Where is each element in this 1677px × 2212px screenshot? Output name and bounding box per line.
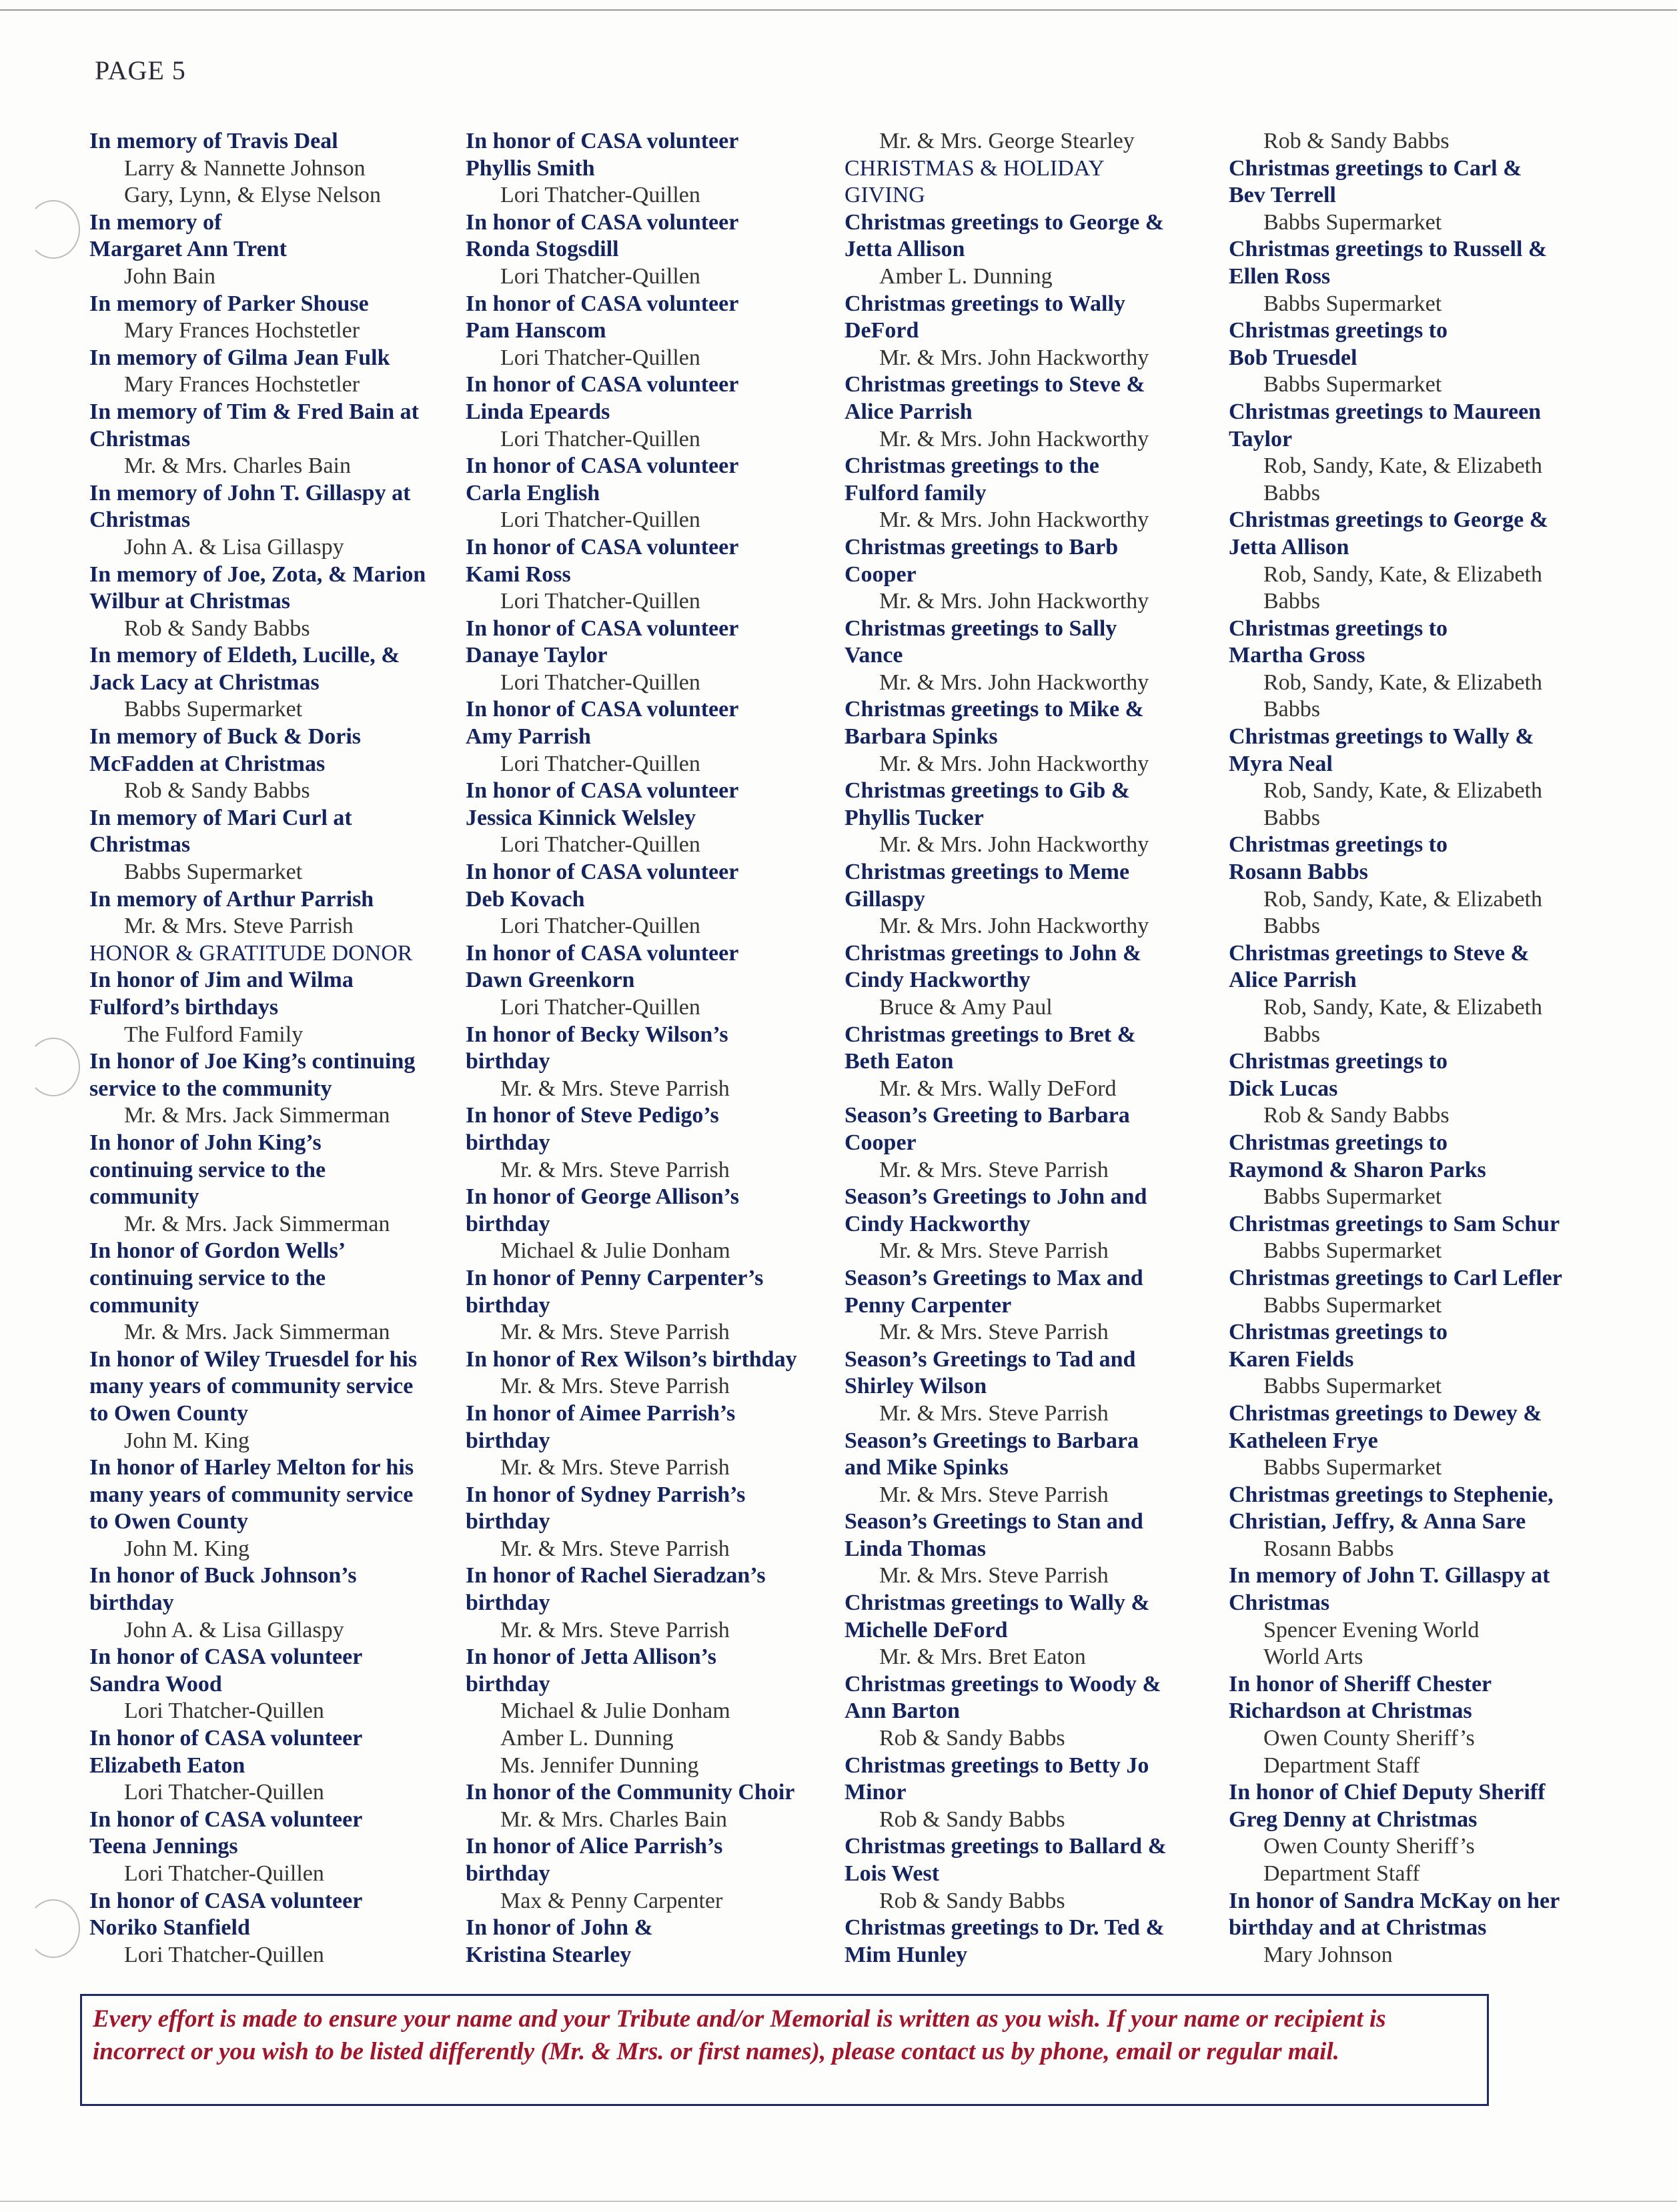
tribute-heading-line: In honor of CASA volunteer [466, 129, 739, 153]
tribute-heading-line: Christmas greetings to Wally [845, 291, 1125, 316]
tribute-heading-line: In honor of CASA volunteer [466, 209, 739, 235]
tribute-heading-line: In honor of Sydney Parrish’s [466, 1482, 746, 1507]
tribute-heading-line: Penny Carpenter [845, 1292, 1012, 1318]
donor-line: Lori Thatcher-Quillen [500, 832, 700, 858]
tribute-heading-line: Christmas [89, 426, 191, 451]
donor-line: Department Staff [1263, 1753, 1420, 1778]
tribute-heading-line: In honor of CASA volunteer [466, 778, 739, 804]
tribute-heading-line: In honor of CASA volunteer [466, 616, 739, 641]
donor-line: Babbs [1263, 589, 1320, 614]
tribute-heading-line: Martha Gross [1229, 643, 1365, 668]
donor-line: Babbs [1263, 914, 1320, 939]
donor-line: Mr. & Mrs. John Hackworthy [879, 426, 1149, 451]
tribute-heading-line: Christmas greetings to [1229, 832, 1448, 858]
tribute-heading-line: Phyllis Smith [466, 155, 595, 181]
notice-text: Every effort is made to ensure your name and your Tribute and/or Memorial is written as you wish. If your name or recipient is incorrect or you wish to be listed differently (Mr. & Mrs. or first names), please contact us by phone, email or regular mail. [93, 2005, 1386, 2065]
tribute-heading-line: In honor of Joe King’s continuing [89, 1049, 416, 1074]
tribute-heading-line: In honor of Steve Pedigo’s [466, 1103, 719, 1128]
donor-line: Mr. & Mrs. Jack Simmerman [124, 1103, 390, 1128]
tribute-heading-line: In honor of Rachel Sieradzan’s [466, 1563, 766, 1588]
donor-line: Rob & Sandy Babbs [1263, 129, 1450, 153]
tribute-heading-line: Kami Ross [466, 562, 571, 587]
donor-line: Mr. & Mrs. Steve Parrish [879, 1320, 1109, 1345]
tribute-heading-line: In memory of Parker Shouse [89, 291, 369, 316]
tribute-heading-line: Raymond & Sharon Parks [1229, 1157, 1486, 1182]
donor-line: Lori Thatcher-Quillen [500, 914, 700, 939]
binder-hole-mark [27, 1899, 80, 1958]
tribute-heading-line: Jetta Allison [1229, 534, 1349, 560]
tribute-heading-line: Season’s Greeting to Barbara [845, 1103, 1130, 1128]
tribute-heading-line: In honor of CASA volunteer [466, 940, 739, 966]
tribute-heading-line: In honor of Buck Johnson’s [89, 1563, 357, 1588]
tribute-heading-line: continuing service to the [89, 1265, 326, 1290]
tribute-heading-line: In honor of Gordon Wells’ [89, 1238, 346, 1264]
tribute-heading-line: Elizabeth Eaton [89, 1753, 245, 1778]
tribute-heading-line: Jetta Allison [845, 237, 965, 262]
tribute-heading-line: Gillaspy [845, 886, 925, 912]
donor-line: Mr. & Mrs. John Hackworthy [879, 751, 1149, 776]
tribute-heading-line: Christmas greetings to George & [1229, 507, 1549, 533]
tribute-heading-line: McFadden at Christmas [89, 751, 326, 776]
tribute-heading-line: Fulford’s birthdays [89, 995, 279, 1020]
donor-line: John M. King [124, 1536, 249, 1561]
donor-line: Rob, Sandy, Kate, & Elizabeth [1263, 995, 1542, 1020]
tribute-heading-line: Phyllis Tucker [845, 805, 984, 830]
donor-line: World Arts [1263, 1644, 1363, 1670]
donor-line: Mr. & Mrs. Steve Parrish [500, 1374, 730, 1399]
tribute-heading-line: Linda Epeards [466, 399, 610, 424]
column-4 [1229, 128, 1602, 1969]
tribute-heading-line: Christmas greetings to Stephenie, [1229, 1482, 1554, 1507]
tribute-heading-line: Vance [845, 643, 903, 668]
donor-line: Amber L. Dunning [500, 1726, 674, 1751]
column-3 [845, 128, 1218, 1969]
donor-line: Babbs [1263, 697, 1320, 722]
tribute-heading-line: Jack Lacy at Christmas [89, 670, 320, 695]
tribute-heading-line: In honor of Chief Deputy Sheriff [1229, 1780, 1546, 1805]
tribute-heading-line: community [89, 1292, 199, 1318]
donor-line: Lori Thatcher-Quillen [500, 183, 700, 208]
donor-line: Mary Frances Hochstetler [124, 372, 360, 397]
donor-line: Larry & Nannette Johnson [124, 155, 366, 181]
donor-line: Rob & Sandy Babbs [124, 616, 310, 641]
tribute-heading-line: Wilbur at Christmas [89, 589, 291, 614]
tribute-heading-line: Christmas greetings to Barb [845, 534, 1119, 560]
tribute-heading-line: In honor of CASA volunteer [466, 453, 739, 479]
donor-line: Babbs Supermarket [1263, 1292, 1442, 1318]
donor-line: Lori Thatcher-Quillen [500, 507, 700, 533]
tribute-heading-line: In honor of John King’s [89, 1130, 322, 1155]
tribute-heading-line: Cindy Hackworthy [845, 968, 1031, 993]
tribute-heading-line: Season’s Greetings to Max and [845, 1265, 1143, 1290]
tribute-heading-line: birthday [466, 1049, 550, 1074]
tribute-heading-line: In memory of Buck & Doris [89, 724, 362, 750]
donor-line: Rosann Babbs [1263, 1536, 1394, 1561]
donor-line: Department Staff [1263, 1861, 1420, 1886]
binder-hole-mark [27, 1038, 80, 1096]
donor-line: Rob & Sandy Babbs [124, 778, 310, 804]
tribute-heading-line: Christmas greetings to George & [845, 209, 1165, 235]
donor-line: Mr. & Mrs. John Hackworthy [879, 345, 1149, 370]
tribute-heading-line: Deb Kovach [466, 886, 585, 912]
tribute-heading-line: Christmas greetings to Dr. Ted & [845, 1915, 1165, 1941]
tribute-heading-line: Katheleen Frye [1229, 1428, 1378, 1453]
tribute-heading-line: In memory of Eldeth, Lucille, & [89, 643, 400, 668]
tribute-heading-line: community [89, 1184, 199, 1210]
donor-line: Lori Thatcher-Quillen [500, 995, 700, 1020]
donor-line: Rob, Sandy, Kate, & Elizabeth [1263, 886, 1542, 912]
tribute-heading-line: Myra Neal [1229, 751, 1333, 776]
donor-line: Babbs [1263, 805, 1320, 830]
donor-line: Mr. & Mrs. Charles Bain [124, 453, 351, 479]
tribute-heading-line: Christmas greetings to Gib & [845, 778, 1131, 804]
column-1 [89, 128, 463, 1969]
tribute-heading-line: Christmas greetings to [1229, 318, 1448, 343]
tribute-heading-line: Christmas greetings to Wally & [845, 1590, 1150, 1616]
tribute-heading-line: Christmas greetings to Steve & [1229, 940, 1530, 966]
tribute-heading-line: Christmas greetings to Mike & [845, 697, 1144, 722]
donor-line: Rob & Sandy Babbs [879, 1807, 1065, 1832]
donor-line: Rob & Sandy Babbs [1263, 1103, 1450, 1128]
tribute-heading-line: Taylor [1229, 426, 1293, 451]
donor-line: Mr. & Mrs. Jack Simmerman [124, 1320, 390, 1345]
donor-line: Babbs Supermarket [1263, 209, 1442, 235]
donor-line: Mr. & Mrs. John Hackworthy [879, 507, 1149, 533]
tribute-heading-line: birthday [466, 1211, 550, 1236]
tribute-heading-line: Christmas greetings to Ballard & [845, 1834, 1167, 1859]
tribute-heading-line: In honor of CASA volunteer [89, 1807, 363, 1832]
donor-line: Lori Thatcher-Quillen [124, 1942, 324, 1967]
donor-line: Mr. & Mrs. John Hackworthy [879, 589, 1149, 614]
tribute-heading-line: Beth Eaton [845, 1049, 954, 1074]
tribute-heading-line: In honor of CASA volunteer [466, 534, 739, 560]
tribute-heading-line: Danaye Taylor [466, 643, 608, 668]
donor-line: Mr. & Mrs. Steve Parrish [500, 1455, 730, 1480]
tribute-heading-line: to Owen County [89, 1400, 249, 1426]
tribute-heading-line: Christmas greetings to Maureen [1229, 399, 1542, 424]
page-label: PAGE 5 [95, 55, 186, 85]
tribute-heading-line: Season’s Greetings to John and [845, 1184, 1147, 1210]
tribute-heading-line: Christmas greetings to Sally [845, 616, 1117, 641]
tribute-heading-line: Christmas greetings to John & [845, 940, 1142, 966]
tribute-heading-line: Noriko Stanfield [89, 1915, 250, 1941]
notice-box [80, 1994, 1489, 2106]
tribute-heading-line: continuing service to the [89, 1157, 326, 1182]
donor-line: Mr. & Mrs. Steve Parrish [879, 1563, 1109, 1588]
tribute-heading-line: Christmas greetings to Sam Schur [1229, 1211, 1560, 1236]
donor-line: Mr. & Mrs. John Hackworthy [879, 670, 1149, 695]
donor-line: Owen County Sheriff’s [1263, 1834, 1475, 1859]
tribute-heading-line: In honor of George Allison’s [466, 1184, 739, 1210]
donor-line: John Bain [124, 263, 215, 289]
donor-line: Mr. & Mrs. Steve Parrish [879, 1238, 1109, 1264]
tribute-heading-line: Christmas [89, 832, 191, 858]
donor-line: Mr. & Mrs. Steve Parrish [879, 1400, 1109, 1426]
tribute-heading-line: Shirley Wilson [845, 1374, 987, 1399]
tribute-heading-line: Michelle DeFord [845, 1617, 1008, 1642]
donor-line: Lori Thatcher-Quillen [500, 589, 700, 614]
tribute-heading-line: Kristina Stearley [466, 1942, 632, 1967]
top-rule [0, 9, 1677, 11]
tribute-heading-line: In memory of Arthur Parrish [89, 886, 374, 912]
tribute-heading-line: Teena Jennings [89, 1834, 238, 1859]
tribute-heading-line: In honor of Sheriff Chester [1229, 1671, 1492, 1697]
tribute-heading-line: In honor of CASA volunteer [89, 1888, 363, 1913]
tribute-heading-line: In honor of Penny Carpenter’s [466, 1265, 764, 1290]
tribute-heading-line: Ann Barton [845, 1699, 960, 1724]
donor-line: Gary, Lynn, & Elyse Nelson [124, 183, 381, 208]
tribute-heading-line: Christmas greetings to [1229, 1049, 1448, 1074]
tribute-heading-line: many years of community service [89, 1374, 414, 1399]
tribute-heading-line: In honor of Aimee Parrish’s [466, 1400, 736, 1426]
tribute-heading-line: Christmas greetings to [1229, 616, 1448, 641]
tribute-heading-line: In honor of CASA volunteer [89, 1726, 363, 1751]
tribute-heading-line: In honor of the Community Choir [466, 1780, 795, 1805]
donor-line: Lori Thatcher-Quillen [500, 263, 700, 289]
tribute-heading-line: Christmas greetings to Steve & [845, 372, 1145, 397]
donor-line: Mr. & Mrs. John Hackworthy [879, 832, 1149, 858]
donor-line: Babbs Supermarket [124, 860, 303, 885]
donor-line: Rob, Sandy, Kate, & Elizabeth [1263, 670, 1542, 695]
tribute-heading-line: In honor of CASA volunteer [466, 860, 739, 885]
donor-line: Mr. & Mrs. Charles Bain [500, 1807, 727, 1832]
tribute-heading-line: Season’s Greetings to Tad and [845, 1346, 1136, 1372]
donor-line: Rob, Sandy, Kate, & Elizabeth [1263, 453, 1542, 479]
tribute-heading-line: Christmas greetings to Carl & [1229, 155, 1522, 181]
column-2 [466, 128, 839, 1969]
tribute-heading-line: Christmas greetings to [1229, 1130, 1448, 1155]
donor-line: Lori Thatcher-Quillen [124, 1861, 324, 1886]
tribute-heading-line: In honor of Becky Wilson’s [466, 1022, 728, 1047]
tribute-heading-line: In honor of CASA volunteer [466, 372, 739, 397]
tribute-heading-line: Fulford family [845, 480, 987, 505]
tribute-heading-line: Linda Thomas [845, 1536, 986, 1561]
tribute-heading-line: birthday [466, 1671, 550, 1697]
donor-line: Mary Frances Hochstetler [124, 318, 360, 343]
donor-line: Mr. & Mrs. Steve Parrish [879, 1157, 1109, 1182]
tribute-heading-line: birthday [466, 1509, 550, 1534]
tribute-heading-line: Carla English [466, 480, 600, 505]
tribute-heading-line: Season’s Greetings to Stan and [845, 1509, 1143, 1534]
tribute-heading-line: birthday [89, 1590, 174, 1616]
donor-line: Michael & Julie Donham [500, 1699, 730, 1724]
tribute-heading-line: Christmas greetings to Wally & [1229, 724, 1534, 750]
donor-line: Spencer Evening World [1263, 1617, 1480, 1642]
tribute-heading-line: Cooper [845, 562, 917, 587]
donor-line: Mr. & Mrs. Steve Parrish [500, 1157, 730, 1182]
section-heading: GIVING [845, 183, 925, 208]
tribute-heading-line: Christmas greetings to Russell & [1229, 237, 1548, 262]
section-heading: CHRISTMAS & HOLIDAY [845, 155, 1105, 181]
tribute-heading-line: Christmas greetings to [1229, 1320, 1448, 1345]
tribute-heading-line: In memory of John T. Gillaspy at [1229, 1563, 1550, 1588]
tribute-heading-line: Christmas greetings to Carl Lefler [1229, 1265, 1562, 1290]
donor-line: Ms. Jennifer Dunning [500, 1753, 699, 1778]
tribute-heading-line: DeFord [845, 318, 919, 343]
tribute-heading-line: In honor of Jim and Wilma [89, 968, 354, 993]
donor-line: Mr. & Mrs. John Hackworthy [879, 914, 1149, 939]
donor-line: Lori Thatcher-Quillen [124, 1699, 324, 1724]
tribute-heading-line: In memory of Gilma Jean Fulk [89, 345, 390, 370]
tribute-heading-line: Christmas [1229, 1590, 1330, 1616]
tribute-heading-line: birthday [466, 1130, 550, 1155]
tribute-heading-line: birthday [466, 1590, 550, 1616]
donor-line: Michael & Julie Donham [500, 1238, 730, 1264]
bottom-rule [0, 2201, 1677, 2202]
donor-line: Rob & Sandy Babbs [879, 1888, 1065, 1913]
binder-hole-mark [27, 200, 80, 259]
donor-line: Lori Thatcher-Quillen [124, 1780, 324, 1805]
donor-line: Lori Thatcher-Quillen [500, 426, 700, 451]
tribute-heading-line: Greg Denny at Christmas [1229, 1807, 1478, 1832]
donor-line: Mr. & Mrs. George Stearley [879, 129, 1135, 153]
tribute-heading-line: In honor of Harley Melton for his [89, 1455, 414, 1480]
tribute-heading-line: Season’s Greetings to Barbara [845, 1428, 1139, 1453]
tribute-heading-line: Lois West [845, 1861, 940, 1886]
tribute-heading-line: Rosann Babbs [1229, 860, 1368, 885]
tribute-heading-line: In memory of [89, 209, 222, 235]
section-heading: HONOR & GRATITUDE DONOR [89, 940, 413, 966]
tribute-heading-line: Jessica Kinnick Welsley [466, 805, 696, 830]
tribute-heading-line: In honor of Alice Parrish’s [466, 1834, 723, 1859]
tribute-heading-line: Bob Truesdel [1229, 345, 1357, 370]
donor-line: John A. & Lisa Gillaspy [124, 1617, 344, 1642]
tribute-heading-line: In honor of Rex Wilson’s birthday [466, 1346, 797, 1372]
donor-line: Max & Penny Carpenter [500, 1888, 723, 1913]
donor-line: Babbs Supermarket [1263, 1238, 1442, 1264]
tribute-heading-line: Dick Lucas [1229, 1076, 1338, 1101]
tribute-heading-line: In honor of CASA volunteer [466, 291, 739, 316]
donor-line: Mary Johnson [1263, 1942, 1393, 1967]
tribute-heading-line: to Owen County [89, 1509, 249, 1534]
donor-line: John A. & Lisa Gillaspy [124, 534, 344, 560]
donor-line: Mr. & Mrs. Steve Parrish [500, 1536, 730, 1561]
tribute-heading-line: Christian, Jeffry, & Anna Sare [1229, 1509, 1526, 1534]
donor-line: Owen County Sheriff’s [1263, 1726, 1475, 1751]
donor-line: Mr. & Mrs. Steve Parrish [500, 1617, 730, 1642]
donor-line: The Fulford Family [124, 1022, 304, 1047]
donor-line: Amber L. Dunning [879, 263, 1053, 289]
tribute-heading-line: In honor of Wiley Truesdel for his [89, 1346, 418, 1372]
tribute-heading-line: Bev Terrell [1229, 183, 1336, 208]
tribute-heading-line: Christmas greetings to Woody & [845, 1671, 1161, 1697]
tribute-heading-line: Barbara Spinks [845, 724, 998, 750]
tribute-heading-line: birthday [466, 1861, 550, 1886]
tribute-heading-line: Alice Parrish [1229, 968, 1357, 993]
donor-line: Mr. & Mrs. Wally DeFord [879, 1076, 1117, 1101]
donor-line: Rob, Sandy, Kate, & Elizabeth [1263, 778, 1542, 804]
donor-line: Babbs Supermarket [1263, 1374, 1442, 1399]
donor-line: Babbs Supermarket [1263, 291, 1442, 316]
tribute-heading-line: Pam Hanscom [466, 318, 606, 343]
tribute-heading-line: many years of community service [89, 1482, 414, 1507]
donor-line: Babbs Supermarket [1263, 1455, 1442, 1480]
donor-line: Lori Thatcher-Quillen [500, 670, 700, 695]
tribute-heading-line: Christmas greetings to Meme [845, 860, 1130, 885]
tribute-heading-line: Christmas greetings to Dewey & [1229, 1400, 1542, 1426]
tribute-heading-line: and Mike Spinks [845, 1455, 1009, 1480]
donor-line: Mr. & Mrs. Steve Parrish [879, 1482, 1109, 1507]
tribute-heading-line: Sandra Wood [89, 1671, 222, 1697]
tribute-heading-line: In honor of CASA volunteer [89, 1644, 363, 1670]
tribute-heading-line: In memory of John T. Gillaspy at [89, 480, 411, 505]
tribute-heading-line: Margaret Ann Trent [89, 237, 287, 262]
donor-line: Mr. & Mrs. Bret Eaton [879, 1644, 1086, 1670]
donor-line: Babbs [1263, 480, 1320, 505]
tribute-heading-line: Richardson at Christmas [1229, 1699, 1472, 1724]
tribute-heading-line: Cindy Hackworthy [845, 1211, 1031, 1236]
donor-line: Mr. & Mrs. Steve Parrish [124, 914, 354, 939]
tribute-heading-line: In memory of Tim & Fred Bain at [89, 399, 419, 424]
tribute-heading-line: Christmas [89, 507, 191, 533]
donor-line: Lori Thatcher-Quillen [500, 751, 700, 776]
tribute-heading-line: In memory of Mari Curl at [89, 805, 352, 830]
tribute-heading-line: In honor of CASA volunteer [466, 697, 739, 722]
donor-line: John M. King [124, 1428, 249, 1453]
tribute-heading-line: Christmas greetings to Betty Jo [845, 1753, 1149, 1778]
donor-line: Babbs [1263, 1022, 1320, 1047]
tribute-heading-line: Christmas greetings to Bret & [845, 1022, 1136, 1047]
tribute-heading-line: Christmas greetings to the [845, 453, 1099, 479]
tribute-heading-line: In memory of Travis Deal [89, 129, 338, 153]
tribute-heading-line: Mim Hunley [845, 1942, 968, 1967]
tribute-heading-line: birthday and at Christmas [1229, 1915, 1487, 1941]
tribute-heading-line: birthday [466, 1428, 550, 1453]
tribute-heading-line: birthday [466, 1292, 550, 1318]
tribute-heading-line: Ellen Ross [1229, 263, 1331, 289]
tribute-heading-line: Amy Parrish [466, 724, 591, 750]
tribute-heading-line: Alice Parrish [845, 399, 973, 424]
donor-line: Lori Thatcher-Quillen [500, 345, 700, 370]
donor-line: Babbs Supermarket [1263, 1184, 1442, 1210]
tribute-heading-line: In honor of John & [466, 1915, 653, 1941]
donor-line: Mr. & Mrs. Steve Parrish [500, 1320, 730, 1345]
tribute-heading-line: Minor [845, 1780, 907, 1805]
tribute-heading-line: In memory of Joe, Zota, & Marion [89, 562, 426, 587]
donor-line: Mr. & Mrs. Jack Simmerman [124, 1211, 390, 1236]
tribute-heading-line: Ronda Stogsdill [466, 237, 619, 262]
donor-line: Rob & Sandy Babbs [879, 1726, 1065, 1751]
donor-line: Babbs Supermarket [1263, 372, 1442, 397]
donor-line: Bruce & Amy Paul [879, 995, 1053, 1020]
tribute-heading-line: In honor of Sandra McKay on her [1229, 1888, 1560, 1913]
tribute-heading-line: Dawn Greenkorn [466, 968, 635, 993]
tribute-heading-line: service to the community [89, 1076, 332, 1101]
tribute-heading-line: Cooper [845, 1130, 917, 1155]
donor-line: Mr. & Mrs. Steve Parrish [500, 1076, 730, 1101]
donor-line: Babbs Supermarket [124, 697, 303, 722]
tribute-heading-line: Karen Fields [1229, 1346, 1354, 1372]
donor-line: Rob, Sandy, Kate, & Elizabeth [1263, 562, 1542, 587]
tribute-heading-line: In honor of Jetta Allison’s [466, 1644, 716, 1670]
